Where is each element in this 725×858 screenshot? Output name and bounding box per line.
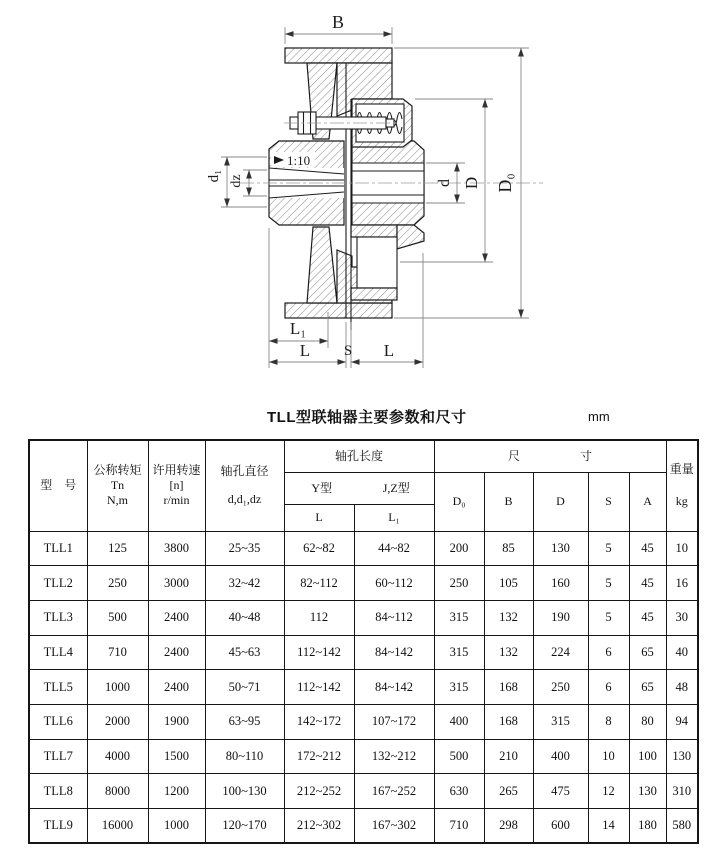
dim-label-L-left: L — [299, 341, 311, 360]
table-row — [29, 600, 698, 635]
cell-D: 315 — [533, 704, 588, 739]
header-B — [484, 472, 533, 531]
cell-B: 210 — [484, 739, 533, 774]
cell-D: 224 — [533, 635, 588, 670]
cell-S: 6 — [588, 635, 629, 670]
parameter-table — [28, 439, 699, 844]
cell-tn: 710 — [87, 635, 148, 670]
cell-L1: 84~112 — [354, 600, 434, 635]
dim-label-d1: d₁ — [206, 169, 222, 183]
cell-model: TLL5 — [29, 670, 87, 705]
cell-d: 80~110 — [205, 739, 284, 774]
cell-tn: 250 — [87, 566, 148, 601]
table-row — [29, 739, 698, 774]
cell-model: TLL9 — [29, 809, 87, 844]
cell-D0: 400 — [434, 704, 484, 739]
header-weight-unit: kg — [675, 494, 688, 509]
cell-D: 250 — [533, 670, 588, 705]
unit-label: mm — [588, 409, 610, 424]
cell-kg: 130 — [666, 739, 698, 774]
cell-S: 5 — [588, 531, 629, 566]
cell-L1: 167~252 — [354, 774, 434, 809]
cell-kg: 48 — [666, 670, 698, 705]
dim-label-D0: D₀ — [495, 173, 515, 193]
cell-L1: 107~172 — [354, 704, 434, 739]
header-speed — [148, 440, 205, 531]
header-jz-type: J,Z型 — [382, 480, 410, 495]
cell-D0: 315 — [434, 635, 484, 670]
cell-L1: 44~82 — [354, 531, 434, 566]
header-torque-cn: 公称转矩 — [93, 463, 142, 478]
cell-A: 45 — [629, 531, 666, 566]
cell-B: 105 — [484, 566, 533, 601]
header-D — [533, 472, 588, 531]
cell-D: 400 — [533, 739, 588, 774]
cell-D: 190 — [533, 600, 588, 635]
table-row — [29, 566, 698, 601]
cell-d: 100~130 — [205, 774, 284, 809]
cell-model: TLL6 — [29, 704, 87, 739]
dim-L1 — [269, 319, 328, 341]
cell-A: 65 — [629, 635, 666, 670]
header-torque-symbol: Tn — [110, 478, 125, 493]
header-S-label: S — [605, 494, 612, 508]
cell-S: 6 — [588, 670, 629, 705]
header-speed-cn: 许用转速 — [152, 463, 201, 478]
cell-d: 25~35 — [205, 531, 284, 566]
cell-kg: 10 — [666, 531, 698, 566]
cell-kg: 310 — [666, 774, 698, 809]
cell-L: 172~212 — [284, 739, 354, 774]
cell-model: TLL8 — [29, 774, 87, 809]
header-A — [629, 472, 666, 531]
cell-D: 475 — [533, 774, 588, 809]
header-S — [588, 472, 629, 531]
cell-tn: 500 — [87, 600, 148, 635]
cell-D: 130 — [533, 531, 588, 566]
header-L1-label: L₁ — [388, 510, 400, 524]
header-B-label: B — [504, 494, 513, 508]
dim-B — [285, 12, 392, 44]
cell-L1: 132~212 — [354, 739, 434, 774]
cell-tn: 16000 — [87, 809, 148, 844]
cell-D0: 710 — [434, 809, 484, 844]
cell-L: 112 — [284, 600, 354, 635]
header-torque-unit: N,m — [107, 493, 128, 508]
cell-tn: 8000 — [87, 774, 148, 809]
table-row — [29, 635, 698, 670]
cell-D0: 315 — [434, 670, 484, 705]
cell-model: TLL1 — [29, 531, 87, 566]
header-D-label: D — [556, 494, 565, 508]
header-type-group — [284, 472, 434, 504]
dim-label-dz: dz — [229, 174, 244, 188]
cell-L: 112~142 — [284, 635, 354, 670]
header-bore-diameter — [205, 440, 284, 531]
table-row — [29, 809, 698, 844]
page-title: TLL型联轴器主要参数和尺寸 — [267, 409, 467, 426]
header-D0 — [434, 472, 484, 531]
cell-tn: 125 — [87, 531, 148, 566]
header-L1 — [354, 504, 434, 531]
cell-n: 2400 — [148, 635, 205, 670]
cell-kg: 40 — [666, 635, 698, 670]
cell-n: 3000 — [148, 566, 205, 601]
dim-LSL — [269, 341, 423, 362]
cell-d: 40~48 — [205, 600, 284, 635]
dim-label-B: B — [331, 12, 345, 32]
cell-d: 120~170 — [205, 809, 284, 844]
cell-D0: 250 — [434, 566, 484, 601]
header-L-label: L — [315, 510, 323, 524]
right-flange — [351, 225, 424, 300]
table-head — [29, 440, 698, 531]
dim-label-D: D — [462, 176, 481, 190]
header-L — [284, 504, 354, 531]
title-row — [0, 406, 725, 426]
header-dimensions-label: 尺 寸 — [508, 448, 593, 463]
cell-n: 2400 — [148, 670, 205, 705]
table-row — [29, 670, 698, 705]
cell-A: 80 — [629, 704, 666, 739]
cell-A: 65 — [629, 670, 666, 705]
header-weight-cn: 重量 — [669, 462, 694, 477]
cell-d: 63~95 — [205, 704, 284, 739]
header-bore-diameter-cn: 轴孔直径 — [220, 464, 269, 479]
cell-A: 180 — [629, 809, 666, 844]
header-bore-length — [284, 440, 434, 472]
cell-B: 168 — [484, 670, 533, 705]
cell-kg: 30 — [666, 600, 698, 635]
dim-label-d: d — [436, 179, 453, 187]
cell-tn: 4000 — [87, 739, 148, 774]
cell-B: 265 — [484, 774, 533, 809]
cell-n: 3800 — [148, 531, 205, 566]
cell-model: TLL7 — [29, 739, 87, 774]
header-dimensions — [434, 440, 666, 472]
cell-D: 600 — [533, 809, 588, 844]
cell-S: 5 — [588, 600, 629, 635]
cell-L: 212~252 — [284, 774, 354, 809]
cell-n: 1900 — [148, 704, 205, 739]
cell-L1: 60~112 — [354, 566, 434, 601]
table-row — [29, 774, 698, 809]
cell-S: 8 — [588, 704, 629, 739]
taper-mark — [271, 152, 315, 168]
header-bore-length-label: 轴孔长度 — [335, 448, 384, 463]
cell-L: 142~172 — [284, 704, 354, 739]
cell-kg: 16 — [666, 566, 698, 601]
cell-model: TLL3 — [29, 600, 87, 635]
cell-L1: 167~302 — [354, 809, 434, 844]
table-row — [29, 704, 698, 739]
cell-A: 100 — [629, 739, 666, 774]
cell-d: 45~63 — [205, 635, 284, 670]
header-weight — [666, 440, 698, 531]
cell-D0: 500 — [434, 739, 484, 774]
cell-D0: 315 — [434, 600, 484, 635]
table-body — [29, 531, 698, 843]
cell-B: 132 — [484, 600, 533, 635]
header-speed-unit: r/min — [163, 493, 190, 508]
header-D0-label: D₀ — [452, 494, 466, 508]
cell-n: 2400 — [148, 600, 205, 635]
cell-S: 12 — [588, 774, 629, 809]
cell-d: 50~71 — [205, 670, 284, 705]
cell-L1: 84~142 — [354, 635, 434, 670]
cell-L1: 84~142 — [354, 670, 434, 705]
cell-D0: 200 — [434, 531, 484, 566]
cell-n: 1500 — [148, 739, 205, 774]
header-speed-symbol: [n] — [169, 478, 184, 493]
header-torque — [87, 440, 148, 531]
cell-D: 160 — [533, 566, 588, 601]
coupling-drawing — [0, 0, 725, 400]
taper-label: 1:10 — [287, 153, 311, 168]
cell-S: 14 — [588, 809, 629, 844]
cell-model: TLL4 — [29, 635, 87, 670]
dim-label-L1: L₁ — [289, 319, 307, 338]
cell-n: 1200 — [148, 774, 205, 809]
header-bore-diameter-symbol: d,d₁,dz — [227, 492, 262, 507]
cell-A: 45 — [629, 600, 666, 635]
table-row — [29, 531, 698, 566]
cell-S: 5 — [588, 566, 629, 601]
cell-B: 85 — [484, 531, 533, 566]
cell-B: 168 — [484, 704, 533, 739]
dim-label-L-right: L — [383, 341, 395, 360]
cell-tn: 1000 — [87, 670, 148, 705]
cell-L: 82~112 — [284, 566, 354, 601]
cell-model: TLL2 — [29, 566, 87, 601]
cell-tn: 2000 — [87, 704, 148, 739]
cell-S: 10 — [588, 739, 629, 774]
cell-L: 212~302 — [284, 809, 354, 844]
cell-kg: 94 — [666, 704, 698, 739]
header-A-label: A — [643, 494, 652, 508]
cell-n: 1000 — [148, 809, 205, 844]
cell-A: 45 — [629, 566, 666, 601]
dim-label-S: S — [343, 343, 353, 359]
cell-L: 112~142 — [284, 670, 354, 705]
cell-d: 32~42 — [205, 566, 284, 601]
cell-B: 132 — [484, 635, 533, 670]
cell-B: 298 — [484, 809, 533, 844]
header-model-label: 型 号 — [40, 478, 77, 493]
header-model — [29, 440, 87, 531]
cell-A: 130 — [629, 774, 666, 809]
cell-kg: 580 — [666, 809, 698, 844]
cell-D0: 630 — [434, 774, 484, 809]
cell-L: 62~82 — [284, 531, 354, 566]
header-y-type: Y型 — [311, 480, 333, 495]
